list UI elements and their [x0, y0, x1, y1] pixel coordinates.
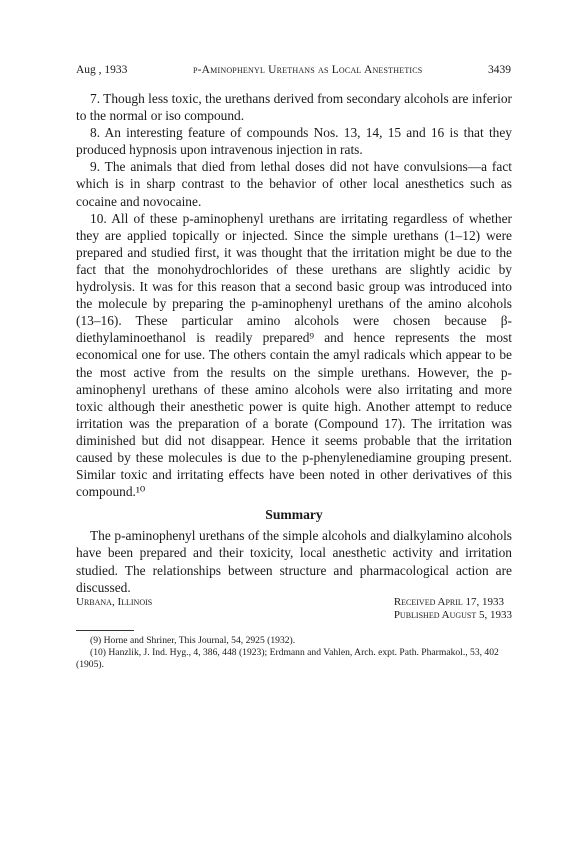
received-date: Received April 17, 1933	[393, 595, 505, 608]
published-date: Published August 5, 1933	[393, 608, 512, 621]
header-title: p-Aminophenyl Urethans as Local Anesthetics	[192, 64, 423, 76]
author-location: Urbana, Illinois	[76, 595, 153, 608]
footnote-rule	[76, 630, 134, 631]
paragraph-7: 7. Though less toxic, the urethans derived from secondary alcohols are inferior to the normal or iso compound.	[76, 91, 512, 124]
footnote-10: (10) Hanzlik, J. Ind. Hyg., 4, 386, 448 (1923); Erdmann and Vahlen, Arch. expt. Path. Pharmakol., 53, 402 (1905).	[76, 646, 499, 670]
signature-block	[76, 596, 512, 622]
running-header	[76, 64, 511, 80]
summary-text: The p-aminophenyl urethans of the simple alcohols and dialkylamino alcohols have been prepared and their toxicity, local anesthetic activity and irritation studied. The relationships between structure and pharmacological action are discussed.	[76, 528, 512, 595]
paragraph-9: 9. The animals that died from lethal doses did not have convulsions—a fact which is in sharp contrast to the behavior of other local anesthetics such as cocaine and novocaine.	[76, 159, 512, 209]
header-date: Aug , 1933	[76, 64, 128, 76]
paragraph-10: 10. All of these p-aminophenyl urethans are irritating regardless of whether they are applied topically or injected. Since the simple urethans (1–12) were prepared and studied first, it was thought that the irritation might be due to the fact that the monohydrochlorides of these urethans are slightly acidic by hydrolysis. It was for this reason that a second basic group was introduced into the molecule by preparing the p-aminophenyl urethans of the amino alcohols (13–16). These particular amino alcohols were chosen because β-diethylaminoethanol is readily prepared⁹ and hence represents the most economical one for use. The others contain the amyl radicals which appear to be the most active from the results on the simple urethans. However, the p-aminophenyl urethans of these amino alcohols were also irritating and more toxic although their anesthetic power is quite high. Another attempt to reduce irritation was the preparation of a borate (Compound 17). The irritation was diminished but did not disappear. Hence it seems probable that the irritation caused by these molecules is due to the p-phenylenediamine grouping present. Similar toxic and irritating effects have been noted in other derivatives of this compound.¹⁰	[76, 210, 512, 500]
footnote-9: (9) Horne and Shriner, This Journal, 54, 2925 (1932).	[90, 634, 296, 646]
article-body	[76, 90, 512, 671]
summary-heading: Summary	[265, 507, 323, 523]
paragraph-8: 8. An interesting feature of compounds Nos. 13, 14, 15 and 16 is that they produced hypnosis upon intravenous injection in rats.	[76, 125, 512, 158]
page-number: 3439	[488, 64, 511, 76]
publication-dates	[394, 596, 512, 622]
